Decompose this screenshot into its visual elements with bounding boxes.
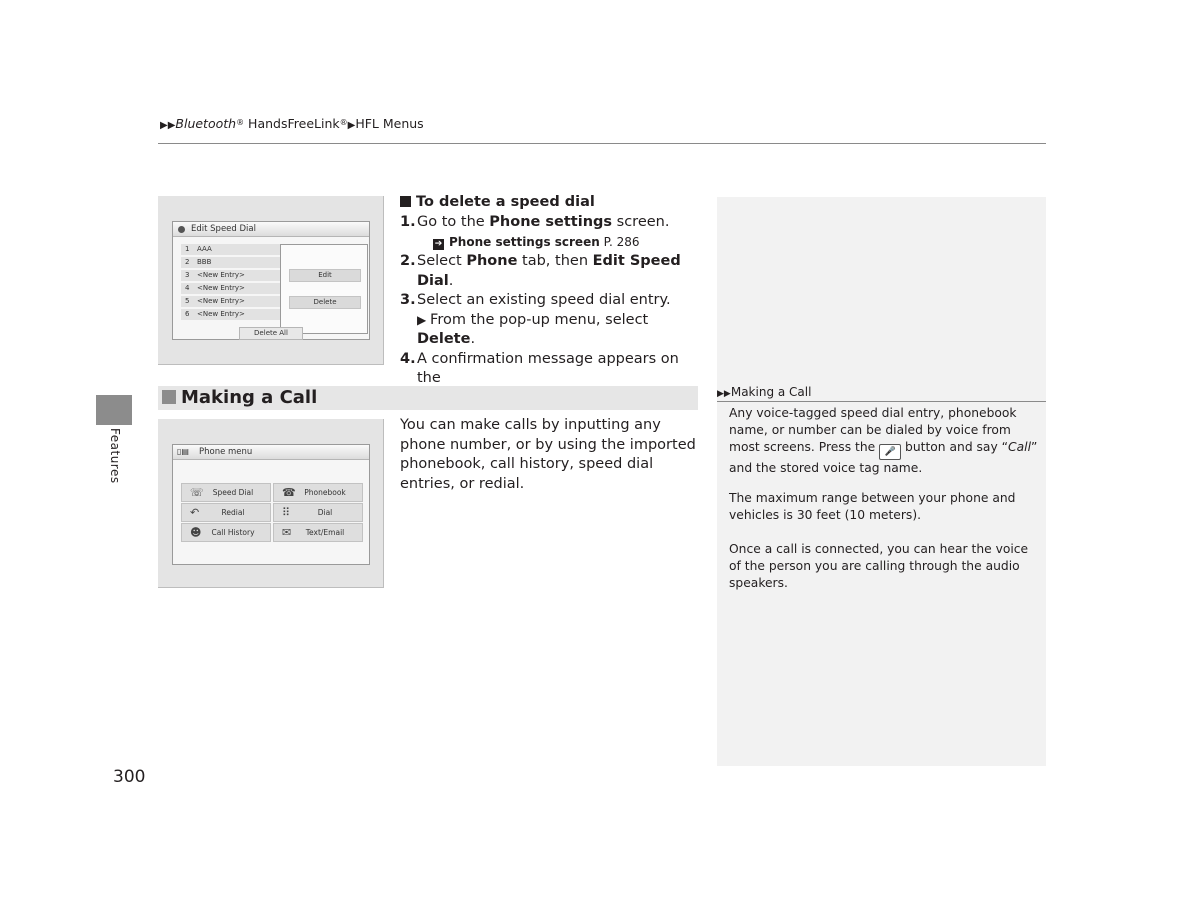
phonebook-icon: ☎ bbox=[282, 486, 296, 499]
list-item[interactable]: 6 <New Entry> bbox=[181, 309, 285, 320]
dial-button[interactable]: ⠿ Dial bbox=[273, 503, 363, 522]
arrow-bullet-icon: ▶ bbox=[417, 312, 431, 327]
note-paragraph-1: Any voice-tagged speed dial entry, phonebook name, or number can be dialed by voice from most screens. Press the 🎤 button and say “Call” and the stored voice tag name. bbox=[729, 406, 1038, 475]
list-item[interactable]: 5 <New Entry> bbox=[181, 296, 285, 307]
step-3: 3. Select an existing speed dial entry. bbox=[400, 292, 671, 308]
list-item[interactable]: 1 AAA bbox=[181, 244, 285, 255]
breadcrumb bbox=[160, 116, 424, 131]
popup-menu bbox=[280, 244, 368, 334]
window-title-bar bbox=[173, 222, 369, 237]
edit-button[interactable]: Edit bbox=[289, 269, 361, 282]
notes-sidebar bbox=[717, 197, 1046, 766]
delete-button[interactable]: Delete bbox=[289, 296, 361, 309]
list-item[interactable]: 2 BBB bbox=[181, 257, 285, 268]
note-heading: ▶▶Making a Call bbox=[717, 385, 812, 399]
step-1: 1. Go to the Phone settings screen. bbox=[400, 213, 670, 230]
envelope-icon: ✉ bbox=[282, 526, 292, 539]
note-marker-icon: ▶▶ bbox=[717, 389, 731, 399]
section-tab-marker bbox=[96, 395, 132, 425]
step-2: 2. Select Phone tab, then Edit Speed Dial. bbox=[400, 253, 681, 289]
speed-dial-icon: ☏ bbox=[190, 486, 204, 499]
square-bullet-icon bbox=[162, 390, 176, 404]
breadcrumb-arrow-icon: ▶ bbox=[347, 120, 356, 131]
phonebook-button[interactable]: ☎ Phonebook bbox=[273, 483, 363, 502]
edit-speed-dial-screenshot bbox=[158, 196, 384, 365]
square-bullet-icon bbox=[400, 196, 411, 207]
phone-menu-screenshot bbox=[158, 419, 384, 588]
page-number: 300 bbox=[113, 767, 146, 787]
keypad-icon: ⠿ bbox=[282, 506, 291, 519]
registered-mark: ® bbox=[236, 118, 245, 127]
call-history-icon: ☻ bbox=[190, 526, 202, 539]
phone-status-icon: ▯▤ bbox=[177, 447, 189, 456]
window-title-bar bbox=[173, 445, 369, 460]
redial-icon: ↶ bbox=[190, 506, 200, 519]
talk-button-icon: 🎤 bbox=[879, 444, 901, 460]
breadcrumb-part-3[interactable]: HFL Menus bbox=[355, 116, 424, 131]
list-item[interactable]: 4 <New Entry> bbox=[181, 283, 285, 294]
note-paragraph-2: The maximum range between your phone and vehicles is 30 feet (10 meters). bbox=[729, 491, 1016, 522]
redial-button[interactable]: ↶ Redial bbox=[181, 503, 271, 522]
delete-all-button[interactable]: Delete All bbox=[239, 327, 303, 340]
window-title: Edit Speed Dial bbox=[191, 224, 256, 234]
text-email-button[interactable]: ✉ Text/Email bbox=[273, 523, 363, 542]
breadcrumb-arrow-icon: ▶▶ bbox=[160, 120, 176, 131]
subsection-heading: To delete a speed dial bbox=[400, 193, 700, 213]
delete-speed-dial-instructions bbox=[400, 193, 700, 408]
window-title: Phone menu bbox=[199, 447, 253, 457]
back-icon bbox=[178, 226, 185, 233]
cross-reference-icon: ➔ bbox=[434, 239, 443, 249]
breadcrumb-part-2[interactable]: HandsFreeLink bbox=[244, 116, 340, 131]
section-title: Making a Call bbox=[181, 387, 318, 408]
header-rule bbox=[158, 143, 1046, 144]
section-heading-bar bbox=[158, 386, 698, 410]
call-history-button[interactable]: ☻ Call History bbox=[181, 523, 271, 542]
step-4: 4. A confirmation message appears on the bbox=[400, 350, 679, 386]
list-item[interactable]: 3 <New Entry> bbox=[181, 270, 285, 281]
breadcrumb-part-1[interactable]: Bluetooth bbox=[175, 116, 237, 131]
making-call-body: You can make calls by inputting any phone number, or by using the imported phonebook, call history, speed dial entries, or redial. bbox=[400, 417, 696, 492]
speed-dial-button[interactable]: ☏ Speed Dial bbox=[181, 483, 271, 502]
note-rule bbox=[717, 401, 1046, 402]
phone-menu-window bbox=[172, 444, 370, 565]
cross-reference-link[interactable]: ➔ Phone settings screen P. 286 bbox=[434, 235, 640, 249]
note-paragraph-3: Once a call is connected, you can hear the voice of the person you are calling through the audio speakers. bbox=[729, 542, 1029, 590]
edit-speed-dial-window bbox=[172, 221, 370, 340]
registered-mark: ® bbox=[339, 118, 348, 127]
section-tab-label: Features bbox=[108, 428, 122, 484]
step-3-substep: ▶ From the pop-up menu, select Delete. bbox=[417, 311, 649, 347]
